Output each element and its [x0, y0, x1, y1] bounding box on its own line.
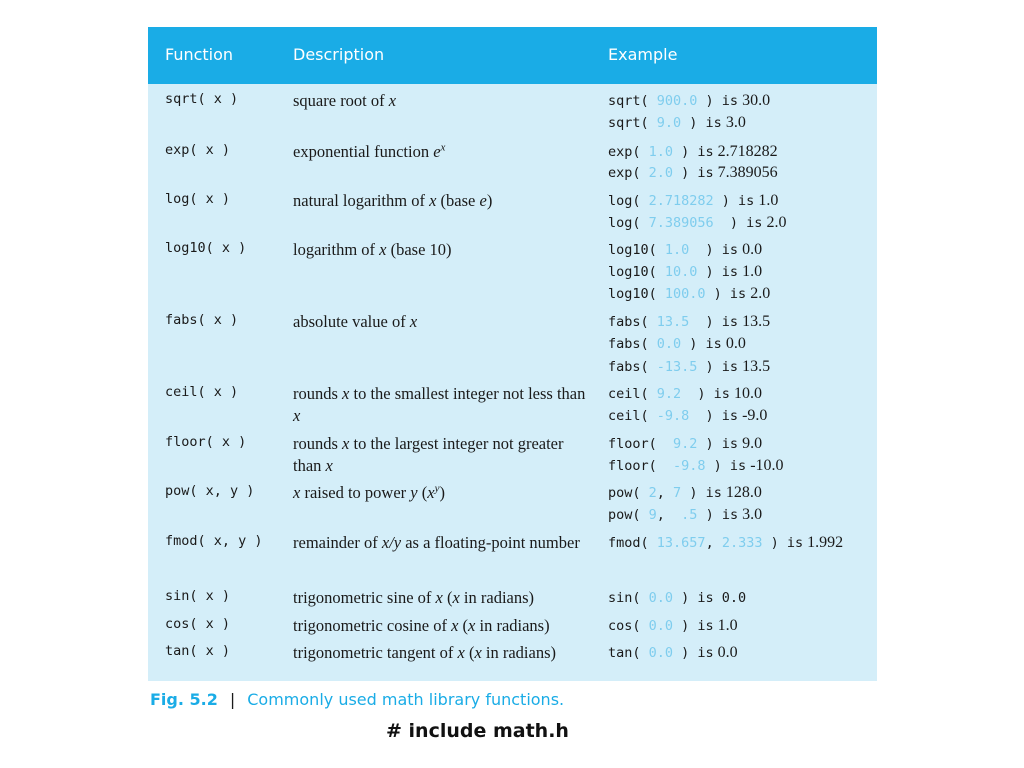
function-name: tan( x )	[165, 643, 231, 659]
function-name: log( x )	[165, 191, 231, 207]
example-line: log10( 10.0 ) is 1.0	[608, 263, 763, 280]
function-description: trigonometric tangent of x (x in radians)	[293, 643, 557, 662]
example-line: floor( 9.2 ) is 9.0	[608, 435, 763, 452]
example-line: fmod( 13.657, 2.333 ) is 1.992	[608, 534, 844, 551]
header-description: Description	[293, 45, 385, 64]
function-name: pow( x, y )	[165, 483, 255, 499]
table-header	[148, 27, 877, 84]
example-line: log( 7.389056 ) is 2.0	[608, 214, 787, 231]
function-description: logarithm of x (base 10)	[293, 240, 452, 259]
example-line: fabs( 0.0 ) is 0.0	[608, 335, 746, 352]
example-line: tan( 0.0 ) is 0.0	[608, 644, 738, 661]
example-line: fabs( 13.5 ) is 13.5	[608, 313, 771, 330]
caption-divider: |	[229, 690, 236, 709]
include-heading: # include math.h	[386, 720, 569, 742]
function-name: log10( x )	[165, 240, 247, 256]
caption-text: Commonly used math library functions.	[247, 690, 565, 709]
function-description: trigonometric sine of x (x in radians)	[293, 588, 535, 607]
example-line: sin( 0.0 ) is 0.0	[608, 590, 747, 606]
example-line: cos( 0.0 ) is 1.0	[608, 617, 738, 634]
function-name: fabs( x )	[165, 312, 239, 328]
figure-caption	[150, 690, 564, 709]
example-line: log10( 100.0 ) is 2.0	[608, 285, 771, 302]
function-description: rounds x to the smallest integer not less than x	[293, 384, 586, 425]
example-line: pow( 9, .5 ) is 3.0	[608, 506, 763, 523]
math-functions-table	[148, 27, 877, 681]
header-function: Function	[165, 45, 234, 64]
example-line: floor( -9.8 ) is -10.0	[608, 457, 784, 474]
function-name: sqrt( x )	[165, 91, 239, 107]
example-line: log10( 1.0 ) is 0.0	[608, 241, 763, 258]
function-name: exp( x )	[165, 142, 231, 158]
function-name: cos( x )	[165, 616, 231, 632]
function-description: trigonometric cosine of x (x in radians)	[293, 616, 550, 635]
example-line: sqrt( 9.0 ) is 3.0	[608, 114, 746, 131]
function-description: x raised to power y $(x^y)$	[293, 482, 445, 502]
example-line: pow( 2, 7 ) is 128.0	[608, 484, 762, 501]
function-description: square root of x	[293, 91, 397, 110]
function-name: floor( x )	[165, 434, 247, 450]
function-description: rounds x to the largest integer not greater than x	[293, 434, 564, 475]
example-line: sqrt( 900.0 ) is 30.0	[608, 92, 771, 109]
example-line: log( 2.718282 ) is 1.0	[608, 192, 779, 209]
example-line: ceil( 9.2 ) is 10.0	[608, 385, 762, 402]
function-name: fmod( x, y )	[165, 533, 263, 549]
function-description: exponential function $e^x$	[293, 141, 446, 161]
function-name: sin( x )	[165, 588, 231, 604]
function-description: natural logarithm of x (base e)	[293, 191, 493, 210]
function-name: ceil( x )	[165, 384, 239, 400]
figure-number: Fig. 5.2	[150, 690, 218, 709]
function-description: absolute value of x	[293, 312, 418, 331]
example-line: fabs( -13.5 ) is 13.5	[608, 358, 771, 375]
header-example: Example	[608, 45, 678, 64]
example-line: ceil( -9.8 ) is -9.0	[608, 407, 768, 424]
function-description: remainder of x/y as a floating-point number	[293, 533, 580, 552]
example-line: exp( 1.0 ) is 2.718282	[608, 143, 778, 160]
example-line: exp( 2.0 ) is 7.389056	[608, 164, 778, 181]
